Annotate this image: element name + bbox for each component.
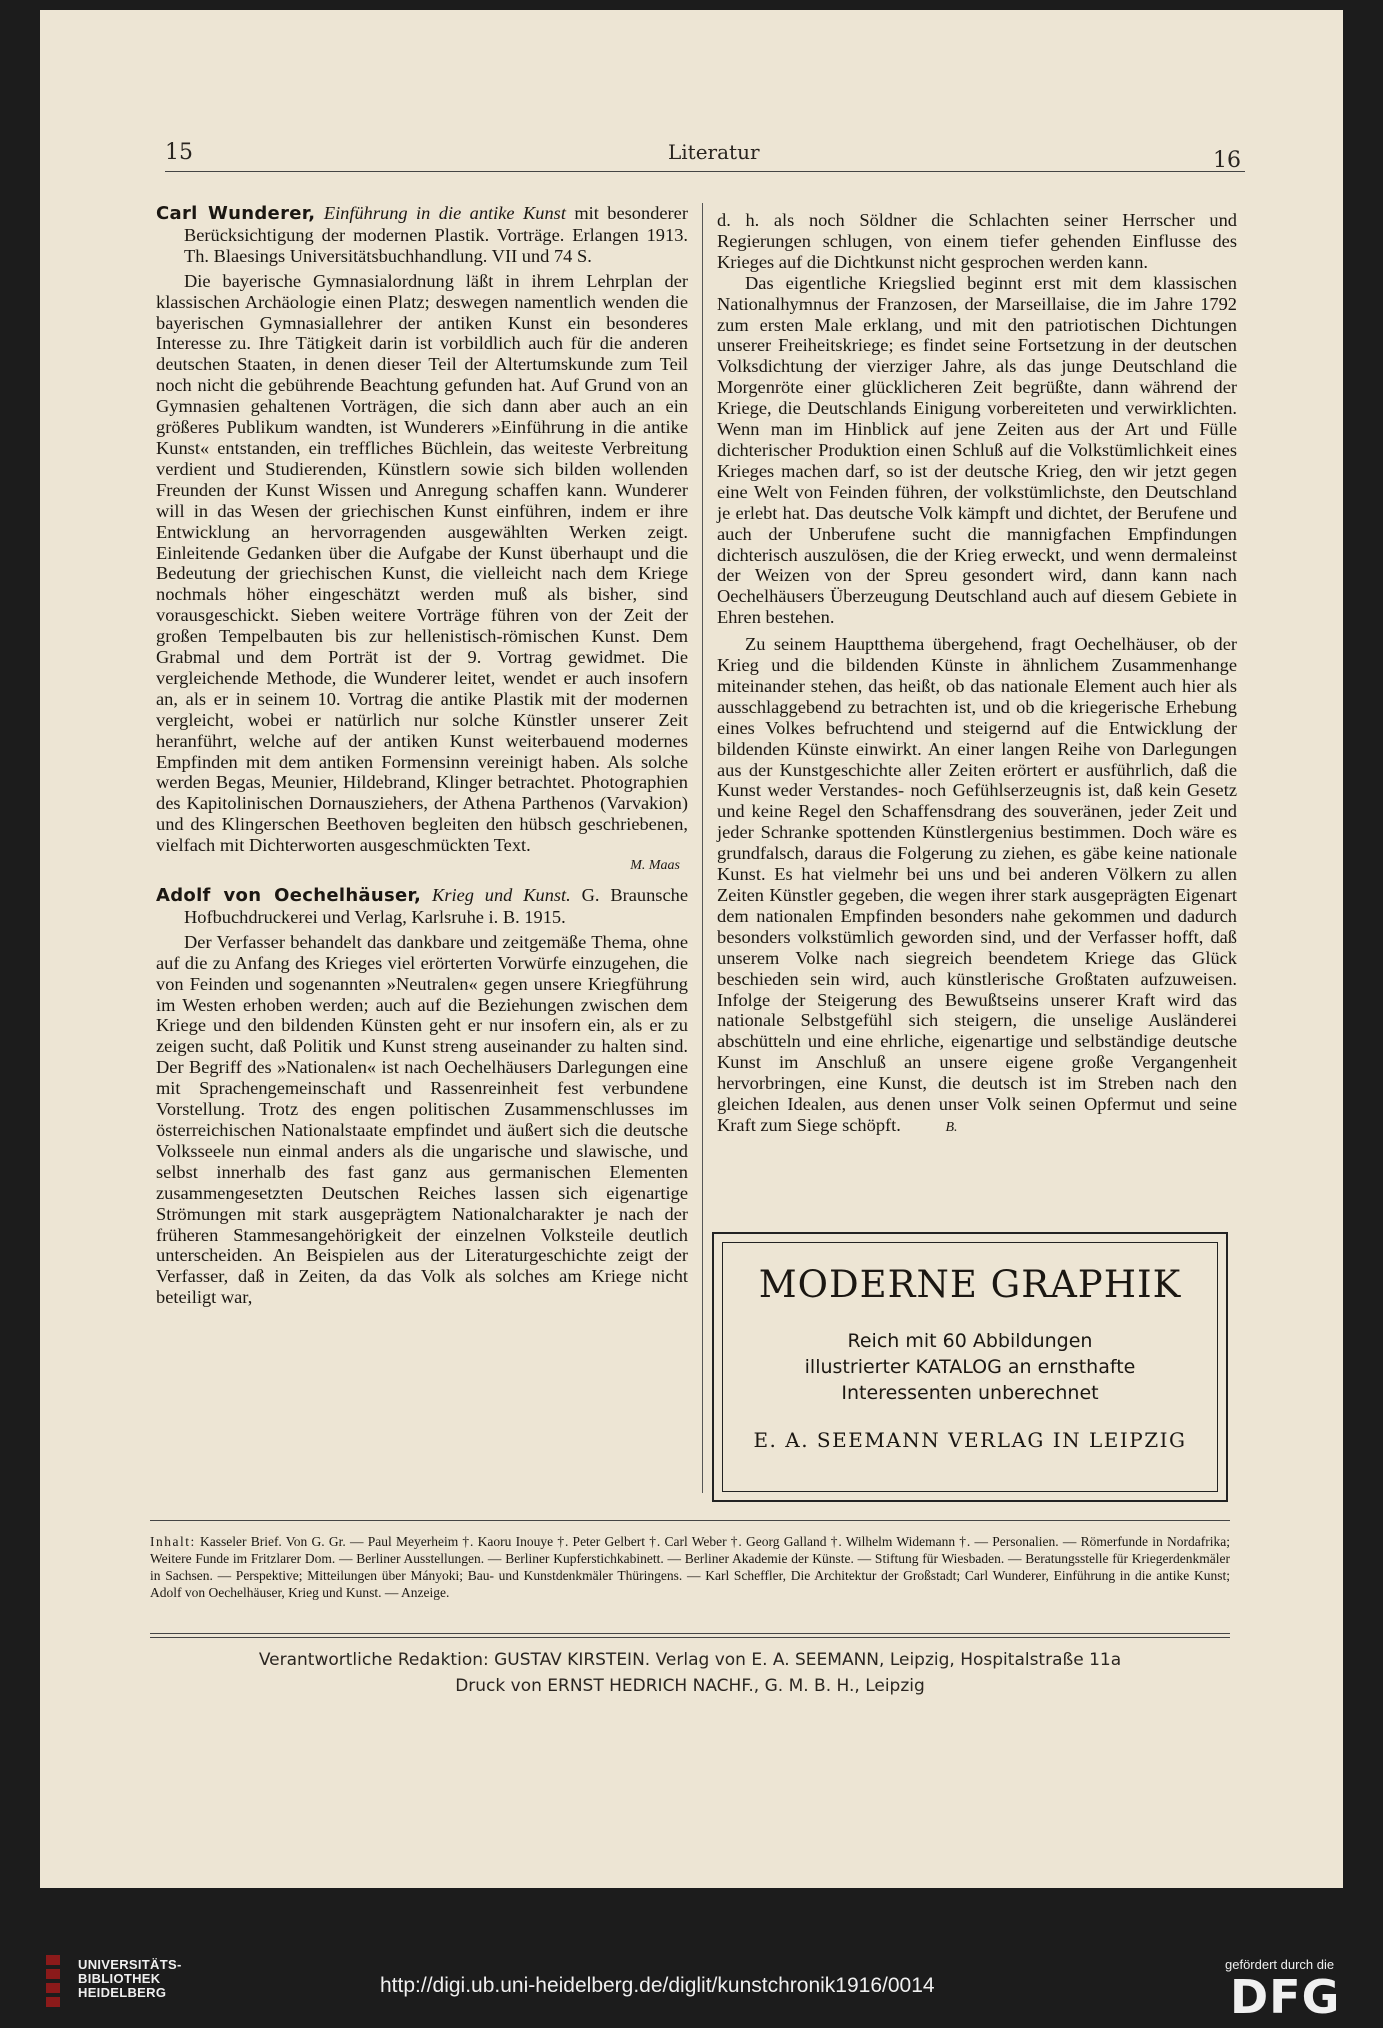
source-url[interactable]: http://digi.ub.uni-heidelberg.de/diglit/kunstchronik1916/0014 [380, 1974, 935, 1997]
review-2-paragraph-2: Das eigentliche Kriegslied beginnt erst mit dem klassischen Nationalhymnus der Franzosen, der Marseillaise, die im Jahre 1792 zum ersten Male erklang, und mit den patriotischen Dichtungen unserer Freiheitskriege; es findet seine Fortsetzung in der deutschen Volksdichtung der vierziger Jahre, als das junge Deutschland die Morgenröte einer glücklicheren Zeit begrüßte, dann während der Kriege, die Deutschlands Einigung vorbereiteten und verwirklichten. Wenn man im Hinblick auf jene Zeiten aus der Art und Fülle dichterischer Produktion einen Schluß auf die Volkstümlichkeit eines Krieges machen darf, so ist der deutsche Krieg, den wir jetzt gegen eine Welt von Feinden führen, der volkstümlichste, den Deutschland je erlebt hat. Das deutsche Volk kämpft und dichtet, der Berufene und auch der Unberufene sucht die mannigfachen Empfindungen dichterisch auszulösen, die der Krieg erweckt, und wenn dermaleinst der Weizen von der Spreu gesondert wird, dann kann nach Oechelhäusers Überzeugung Deutschland auch auf diesem Gebiete in Ehren bestehen. [717, 272, 1237, 628]
ad-line-3: Interessenten unberechnet [841, 1382, 1099, 1404]
ad-body [723, 1328, 1217, 1406]
review-1-citation [156, 203, 688, 267]
review-2-title: Krieg und Kunst. [432, 885, 571, 905]
review-2-citation-rest: G. Braunsche Hofbuchdruckerei und Verlag, Karlsruhe i. B. 1915. [184, 885, 688, 927]
review-1-title: Einführung in die antike Kunst [323, 203, 566, 223]
running-title: Literatur [668, 140, 760, 164]
digitization-footer [40, 1888, 1343, 2028]
ad-publisher: E. A. SEEMANN VERLAG IN LEIPZIG [753, 1428, 1187, 1452]
ad-line-2: illustrierter KATALOG an ernsthafte [804, 1356, 1136, 1378]
advertisement-inner-frame [722, 1242, 1218, 1492]
ad-line-1: Reich mit 60 Abbildungen [847, 1330, 1093, 1352]
review-1-signature: M. Maas [630, 858, 680, 874]
left-column [156, 203, 688, 1308]
imprint-line-2: Druck von ERNST HEDRICH NACHF., G. M. B. H., Leipzig [455, 1676, 925, 1696]
column-divider [702, 203, 703, 1493]
imprint-rule-top [150, 1633, 1230, 1634]
review-2-paragraph-3 [717, 634, 1237, 1139]
table-of-contents [150, 1533, 1230, 1601]
right-column [717, 210, 1237, 1139]
review-2-paragraph-3-text: Zu seinem Hauptthema übergehend, fragt Oechelhäuser, ob der Krieg und die bildenden Künste in ähnlichem Zusammenhange miteinander stehen, das heißt, ob das nationale Element auch hier als ausschlaggebend zu betrachten ist, und ob die kriegerische Erhebung eines Volkes befruchtend und steigernd auf die Entwicklung der bildenden Künste einwirkt. An einer langen Reihe von Darlegungen aus der Kunstgeschichte aller Zeiten erörtert er ausführlich, daß die Kunst weder Verstandes- noch Gefühlserzeugnis ist, daß kein Gesetz und keine Regel den Schaffensdrang des souveränen, jeder Zeit und jeder Schranke spottenden Künstlergenius bestimmen. Doch wäre es grundfalsch, daraus die Folgerung zu ziehen, es gäbe keine nationale Kunst. Es hat vielmehr bei uns und bei anderen Völkern zu allen Zeiten Künstler gegeben, die wegen ihrer stark ausgeprägten Eigenart dem nationalen Empfinden besonders nahe gekommen und dadurch besonders volkstümlich geworden sind, und der Verfasser hofft, daß unserem Volke nach siegreich beendetem Kriege das Glück beschieden sein wird, auch künstlerische Großtaten aufzuweisen. Infolge der Steigerung des Bewußtseins unserer Kraft wird das nationale Selbstgefühl sich steigern, die unselige Ausländerei abschütteln und eine ehrliche, eigenartige und selbständige deutsche Kunst im Anschluß an unsere eigene große Vergangenheit hervorbringen, eine Kunst, die deutsch ist im Streben nach den gleichen Idealen, aus denen unser Volk seinen Opfermut und seine Kraft zum Siege schöpft. [717, 634, 1237, 1135]
review-2-body: Der Verfasser behandelt das dankbare und zeitgemäße Thema, ohne auf die zu Anfang des Krieges viel erörterten Vorwürfe einzugehen, die von Feinden und sogenannten »Neutralen« gegen unsere Kriegführung im Westen erhoben werden; auch auf die Beziehungen zwischen dem Kriege und den bildenden Künsten geht er nur insofern ein, als er zu zeigen sucht, daß Politik und Kunst streng auseinander zu halten sind. Der Begriff des »Nationalen« ist nach Oechelhäusers Darlegungen eine mit Sprachengemeinschaft und Rassenreinheit fest verbundene Vorstellung. Trotz des engen politischen Zusammenschlusses im österreichischen Nationalstaate empfindet und äußert sich die deutsche Volksseele nun einmal anders als die ungarische und slawische, und selbst innerhalb des fast ganz aus germanischen Elementen zusammengesetzten Deutschen Reiches lassen sich eigenartige Strömungen mit stark ausgeprägtem Nationalcharakter je nach der früheren Stammesangehörigkeit der einzelnen Volksteile deutlich unterscheiden. An Beispielen aus der Literaturgeschichte zeigt der Verfasser, daß in Zeiten, da das Volk als solches am Kriege nicht beteiligt war, [156, 931, 688, 1308]
review-1-citation-rest: mit besonderer Berücksichtigung der modernen Plastik. Vorträge. Erlangen 1913. Th. Blaesings Universitätsbuchhandlung. VII und 74 S. [184, 203, 688, 266]
review-2-citation [156, 885, 688, 928]
advertisement-box [712, 1232, 1228, 1502]
library-name-line-3: HEIDELBERG [78, 1985, 167, 2000]
library-name-line-1: UNIVERSITÄTS- [78, 1957, 182, 1972]
review-1-author: Carl Wunderer, [156, 203, 316, 224]
page-number-right: 16 [1213, 148, 1241, 173]
contents-rule [150, 1520, 1230, 1521]
library-name [78, 1958, 182, 2000]
funded-by-caption: gefördert durch die [1225, 1957, 1335, 1972]
contents-label: Inhalt: [150, 1534, 196, 1549]
review-2-signature: B. [945, 1119, 958, 1135]
imprint-line-1: Verantwortliche Redaktion: GUSTAV KIRSTEIN. Verlag von E. A. SEEMANN, Leipzig, Hospitalstraße 11a [258, 1650, 1122, 1670]
imprint-rule-bottom [150, 1637, 1230, 1638]
header-rule [165, 171, 1245, 172]
page-number-left: 15 [165, 140, 193, 165]
review-2-author: Adolf von Oechelhäuser, [156, 885, 422, 906]
ad-title: MODERNE GRAPHIK [758, 1263, 1182, 1306]
review-1-body: Die bayerische Gymnasialordnung läßt in ihrem Lehrplan der klassischen Archäologie einen Platz; deswegen namentlich wenden die bayerischen Gymnasiallehrer der antiken Kunst ein besonderes Interesse zu. Ihre Tätigkeit darin ist vorbildlich auch für die anderen deutschen Staaten, in denen dieser Teil der Altertumskunde zum Teil noch nicht die gebührende Beachtung gefunden hat. Auf Grund von an Gymnasien gehaltenen Vorträgen, die sich dann aber auch an ein größeres Publikum wandten, ist Wunderers »Einführung in die antike Kunst« entstanden, ein treffliches Büchlein, das weiteste Verbreitung verdient und Studierenden, Künstlern sowie sich bilden wollenden Freunden der Kunst Wissen und Anregung schaffen kann. Wunderer will in das Wesen der griechischen Kunst einführen, indem er ihre Entwicklung an hervorragenden ausgewählten Werken zeigt. Einleitende Gedanken über die Aufgabe der Kunst überhaupt und die Bedeutung der griechischen Kunst, die vielleicht nach dem Kriege nochmals höher eingeschätzt werden muß als bisher, sind vorausgeschickt. Sieben weitere Vorträge führen von der Zeit der großen Tempelbauten bis zur hellenistisch-römischen Kunst. Dem Grabmal und dem Porträt ist der 9. Vortrag gewidmet. Die vergleichende Methode, die Wunderer leitet, wendet er auch insofern an, als er in seinem 10. Vortrag die antike Plastik mit der modernen vergleicht, wobei er natürlich nur solche Künstler unserer Zeit heranführt, welche auf der antiken Kunst weiterbauend modernes Empfinden mit dem antiken Formensinn vereinigt haben. Als solche werden Begas, Meunier, Hildebrand, Klinger betrachtet. Photographien des Kapitolinischen Dornausziehers, der Athena Parthenos (Varvakion) und des Klingerschen Beethoven begleiten den hübsch geschriebenen, vielfach mit Dichterworten ausgeschmückten Text. [156, 270, 688, 856]
library-name-line-2: BIBLIOTHEK [78, 1971, 161, 1986]
university-library-logo [46, 1955, 60, 2009]
review-2-continuation: d. h. als noch Söldner die Schlachten seiner Herrscher und Regierungen schlugen, von einem tiefer gehenden Einflusse des Krieges auf die Dichtkunst nicht gesprochen werden kann. [717, 210, 1237, 272]
dfg-logo: DFG [1230, 1970, 1341, 2024]
contents-text: Kasseler Brief. Von G. Gr. — Paul Meyerheim †. Kaoru Inouye †. Peter Gelbert †. Carl Weber †. Georg Galland †. Wilhelm Widemann †. — Personalien. — Römerfunde in Nordafrika; Weitere Funde im Fritzlarer Dom. — Berliner Ausstellungen. — Berliner Kupferstichkabinett. — Berliner Akademie der Künste. — Stiftung für Wiesbaden. — Beratungsstelle für Kriegerdenkmäler in Sachsen. — Perspektive; Mitteilungen über Mányoki; Bau- und Kunstdenkmäler Thüringens. — Karl Scheffler, Die Architektur der Großstadt; Carl Wunderer, Einführung in die antike Kunst; Adolf von Oechelhäuser, Krieg und Kunst. — Anzeige. [150, 1534, 1230, 1600]
